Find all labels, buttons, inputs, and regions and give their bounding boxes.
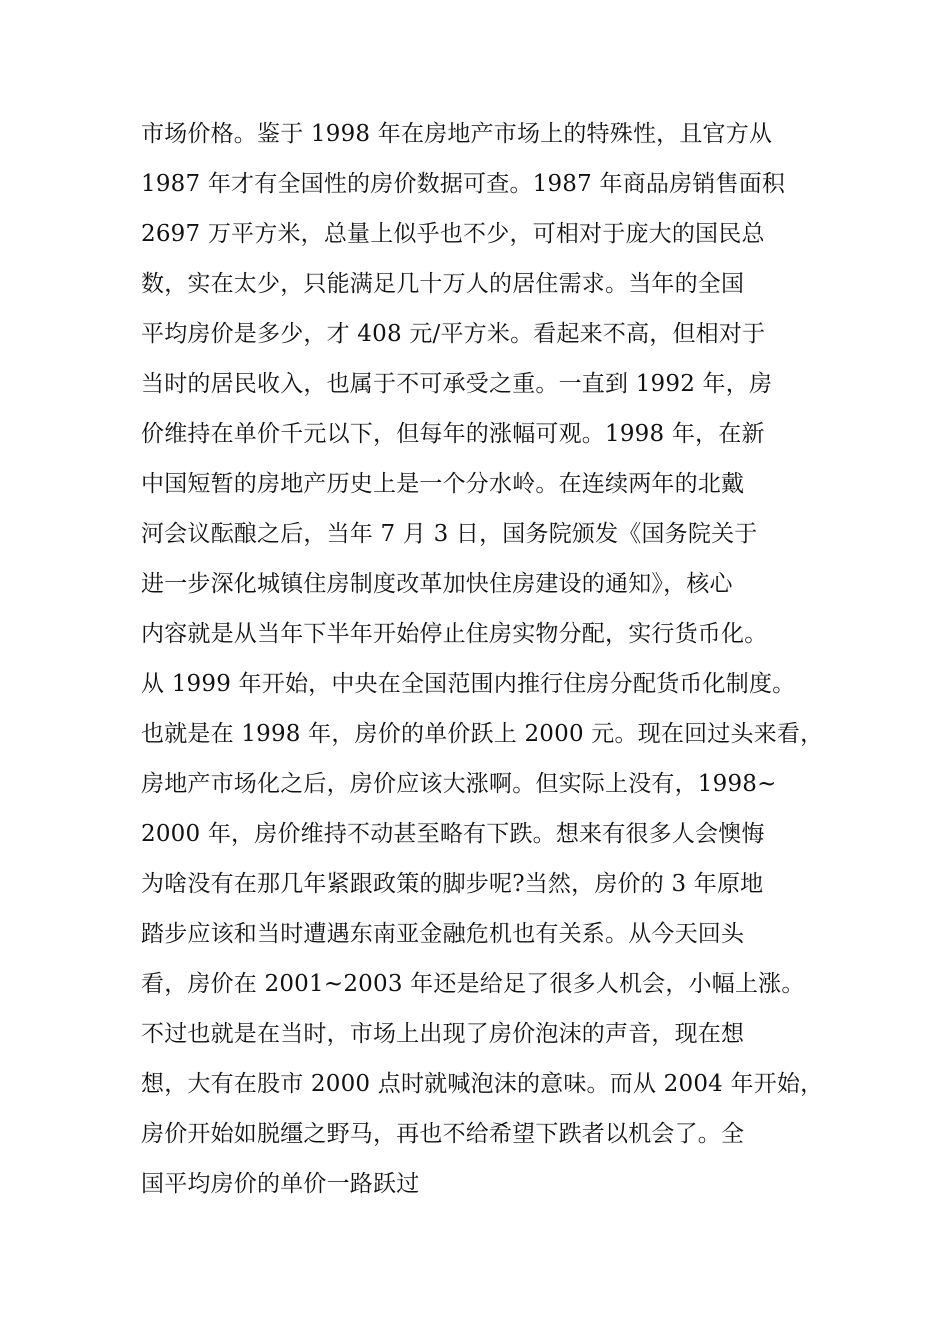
text-line: 河会议酝酿之后，当年 7 月 3 日，国务院颁发《国务院关于 xyxy=(141,521,758,547)
text-line: 价维持在单价千元以下，但每年的涨幅可观。1998 年，在新 xyxy=(141,421,765,447)
text-line: 当时的居民收入，也属于不可承受之重。一直到 1992 年，房 xyxy=(141,371,773,397)
text-line: 也就是在 1998 年，房价的单价跃上 2000 元。现在回过头来看， xyxy=(141,721,824,747)
text-line: 2697 万平方米，总量上似乎也不少，可相对于庞大的国民总 xyxy=(141,221,765,247)
text-line: 不过也就是在当时，市场上出现了房价泡沫的声音，现在想 xyxy=(141,1021,745,1047)
text-line: 内容就是从当年下半年开始停止住房实物分配，实行货币化。 xyxy=(141,621,768,647)
text-line: 想，大有在股市 2000 点时就喊泡沫的意味。而从 2004 年开始， xyxy=(141,1071,824,1097)
text-line: 国平均房价的单价一路跃过 xyxy=(141,1171,420,1197)
text-line: 房价开始如脱缰之野马，再也不给希望下跌者以机会了。全 xyxy=(141,1121,745,1147)
text-line: 2000 年，房价维持不动甚至略有下跌。想来有很多人会懊悔 xyxy=(141,821,765,847)
text-line: 从 1999 年开始，中央在全国范围内推行住房分配货币化制度。 xyxy=(141,671,796,697)
text-line: 为啥没有在那几年紧跟政策的脚步呢?当然，房价的 3 年原地 xyxy=(141,871,764,897)
text-line: 踏步应该和当时遭遇东南亚金融危机也有关系。从今天回头 xyxy=(141,921,745,947)
text-line: 进一步深化城镇住房制度改革加快住房建设的通知》，核心 xyxy=(141,571,733,597)
text-line: 平均房价是多少，才 408 元/平方米。看起来不高，但相对于 xyxy=(141,321,766,347)
text-line: 看，房价在 2001~2003 年还是给足了很多人机会，小幅上涨。 xyxy=(141,971,805,997)
text-line: 数，实在太少，只能满足几十万人的居住需求。当年的全国 xyxy=(141,271,745,297)
text-line: 1987 年才有全国性的房价数据可查。1987 年商品房销售面积 xyxy=(141,171,786,197)
text-line: 房地产市场化之后，房价应该大涨啊。但实际上没有，1998~ xyxy=(141,771,777,797)
text-line: 市场价格。鉴于 1998 年在房地产市场上的特殊性，且官方从 xyxy=(141,121,773,147)
body-paragraph xyxy=(141,113,841,1213)
text-line: 中国短暂的房地产历史上是一个分水岭。在连续两年的北戴 xyxy=(141,471,745,497)
